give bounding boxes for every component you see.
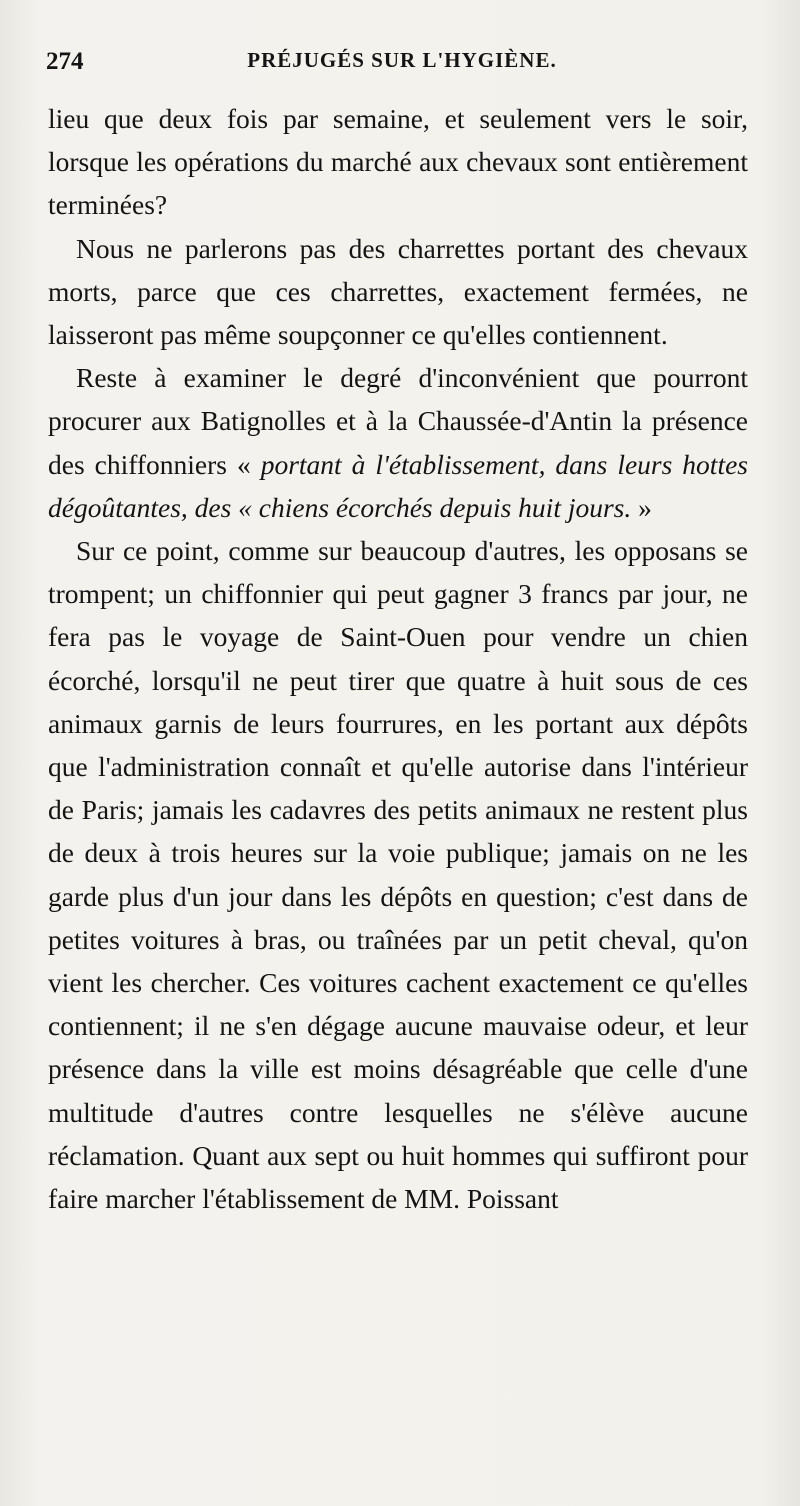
- paragraph-1: [48, 97, 748, 227]
- paragraph-4: [48, 529, 748, 1220]
- paragraph-3-text: Reste à examiner le degré d'inconvénient que pourront procurer aux Batignolles et à la Chaussée-d'Antin la présence des chiffonniers «: [48, 362, 748, 480]
- paragraph-4-text: Sur ce point, comme sur beaucoup d'autres, les opposans se trompent; un chiffonnier qui peut gagner 3 francs par jour, ne fera pas le voyage de Saint-Ouen pour vendre un chien écorché, lorsqu'il ne peut tirer que quatre à huit sous de ces animaux garnis de leurs fourrures, en les portant aux dépôts que l'administration connaît et qu'elle autorise dans l'intérieur de Paris; jamais les cadavres des petits animaux ne restent plus de deux à trois heures sur la voie publique; jamais on ne les garde plus d'un jour dans les dépôts en question; c'est dans de petites voitures à bras, ou traînées par un petit cheval, qu'on vient les chercher. Ces voitures cachent exactement ce qu'elles contiennent; il ne s'en dégage aucune mauvaise odeur, et leur présence dans la ville est moins désagréable que celle d'une multitude d'autres contre lesquelles ne s'élève aucune réclamation. Quant aux sept ou huit hommes qui suffiront pour faire marcher l'établissement de MM. Poissant: [48, 535, 748, 1215]
- paragraph-1-text: lieu que deux fois par semaine, et seulement vers le soir, lorsque les opérations du marché aux chevaux sont entièrement terminées?: [48, 103, 748, 221]
- paragraph-2-text: Nous ne parlerons pas des charrettes portant des chevaux morts, parce que ces charrettes, exactement fermées, ne laisseront pas même soupçonner ce qu'elles contiennent.: [48, 232, 748, 351]
- page-number: 274: [46, 48, 84, 75]
- paragraph-3-quotation: portant à l'établissement, dans leurs hottes dégoûtantes, des « chiens écorchés depuis huit jours.: [48, 448, 748, 523]
- paragraph-3-closing: »: [631, 491, 652, 523]
- page-header: [44, 44, 760, 84]
- paragraph-2: [48, 227, 748, 357]
- running-title: PRÉJUGÉS SUR L'HYGIÈNE.: [247, 48, 557, 72]
- paragraph-3: [48, 356, 748, 529]
- page-body: [48, 97, 748, 1220]
